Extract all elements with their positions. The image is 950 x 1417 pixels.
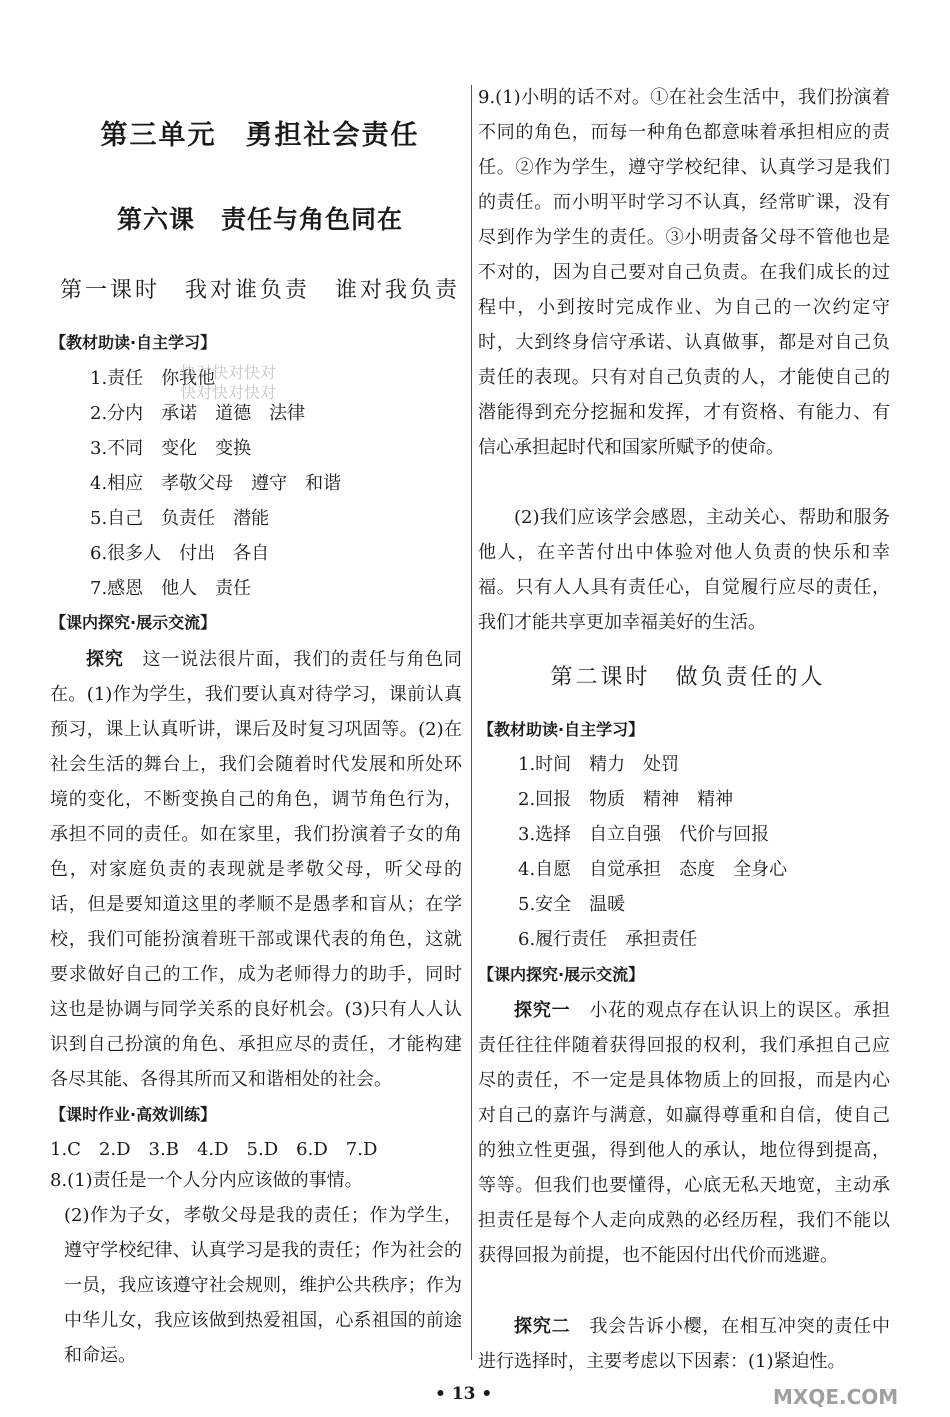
- answer-item: 2.回报 物质 精神 精神: [518, 789, 734, 810]
- page-number: • 13 •: [435, 1384, 493, 1404]
- answer-item: 3.不同 变化 变换: [90, 438, 252, 459]
- answer-item: 2.分内 承诺 道德 法律: [90, 403, 306, 424]
- q9-part2: (2)我们应该学会感恩，主动关心、帮助和服务他人，在辛苦付出中体验对他人负责的快乐和幸福。只有人人具有责任心，自觉履行应尽的责任，我们才能共享更加幸福美好的生活。: [478, 507, 890, 633]
- answer-item: 5.安全 温暖: [518, 894, 626, 915]
- explore2-paragraph: [478, 1309, 890, 1379]
- answer-item: 7.感恩 他人 责任: [90, 578, 252, 599]
- period1-title: 第一课时 我对谁负责 谁对我负责: [59, 278, 460, 303]
- explore-label: 探究: [86, 649, 124, 670]
- answer-item: 6.履行责任 承担责任: [518, 929, 698, 950]
- answer-item: 1.时间 精力 处罚: [518, 754, 680, 775]
- q8-part1: 8.(1)责任是一个人分内应该做的事情。: [50, 1170, 363, 1191]
- unit-title: 第三单元 勇担社会责任: [100, 120, 420, 151]
- explore1-paragraph: [478, 993, 890, 1273]
- multiple-choice-answers: 1.C 2.D 3.B 4.D 5.D 6.D 7.D: [50, 1139, 378, 1160]
- watermark-text: 快对快对快对: [180, 383, 277, 402]
- section-self-study-2: 【教材助读·自主学习】: [478, 720, 645, 739]
- answer-item: 4.相应 孝敬父母 遵守 和谐: [90, 473, 342, 494]
- section-self-study: 【教材助读·自主学习】: [50, 333, 217, 352]
- q9-part1: 9.(1)小明的话不对。①在社会生活中，我们扮演着不同的角色，而每一种角色都意味着承担相应的责任。②作为学生，遵守学校纪律、认真学习是我们的责任。而小明平时学习不认真，经常旷课，没有尽到作为学生的责任。③小明责备父母不管他也是不对的，因为自己要对自己负责。在我们成长的过程中，小到按时完成作业、为自己的一次约定守时，大到终身信守承诺、认真做事，都是对自己负责任的表现。只有对自己负责的人，才能使自己的潜能得到充分挖掘和发挥，才有资格、有能力、有信心承担起时代和国家所赋予的使命。: [478, 87, 890, 458]
- section-explore: 【课内探究·展示交流】: [50, 613, 217, 632]
- section-explore-2: 【课内探究·展示交流】: [478, 965, 645, 984]
- q8-part2: (2)作为子女，孝敬父母是我的责任；作为学生，遵守学校纪律、认真学习是我的责任；作为社会的一员，我应该遵守社会规则，维护公共秩序；作为中华儿女，我应该做到热爱祖国，心系祖国的前途和命运。: [64, 1205, 462, 1366]
- answer-item: 6.很多人 付出 各自: [90, 543, 270, 564]
- column-divider: [471, 85, 472, 1360]
- explore1-text: 小花的观点存在认识上的误区。承担责任往往伴随着获得回报的权利，我们承担自己应尽的责任，不一定是具体物质上的回报，而是内心对自己的嘉许与满意，如赢得尊重和自信，使自己的独立性更强，得到他人的承认，地位得到提高，等等。但我们也要懂得，心底无私天地宽，主动承担责任是每个人走向成熟的必经历程，我们不能以获得回报为前提，也不能因付出代价而逃避。: [478, 1000, 891, 1266]
- period2-title: 第二课时 做负责任的人: [550, 665, 826, 690]
- section-homework: 【课时作业·高效训练】: [50, 1105, 217, 1124]
- explore1-label: 探究一: [514, 1000, 571, 1021]
- explore2-label: 探究二: [514, 1316, 571, 1337]
- answer-item: 5.自己 负责任 潜能: [90, 508, 270, 529]
- answer-item: 1.责任 你我他: [90, 368, 216, 389]
- explore-paragraph: [50, 642, 462, 1097]
- watermark-text: 快对快对快对: [180, 363, 277, 382]
- explore-text: 这一说法很片面，我们的责任与角色同在。(1)作为学生，我们要认真对待学习，课前认真预习，课上认真听讲，课后及时复习巩固等。(2)在社会生活的舞台上，我们会随着时代发展和所处环境的变化，不断变换自己的角色，调节角色行为，承担不同的责任。如在家里，我们扮演着子女的角色，对家庭负责的表现就是孝敬父母，听父母的话，但是要知道这里的孝顺不是愚孝和盲从；在学校，我们可能扮演着班干部或课代表的角色，这就要求做好自己的工作，成为老师得力的助手，同时这也是协调与同学关系的良好机会。(3)只有人人认识到自己扮演的角色、承担应尽的责任，才能构建各尽其能、各得其所而又和谐相处的社会。: [50, 649, 463, 1090]
- lesson-title: 第六课 责任与角色同在: [116, 205, 403, 234]
- explore2-text: 我会告诉小樱，在相互冲突的责任中进行选择时，主要考虑以下因素：(1)紧迫性。: [478, 1316, 891, 1372]
- site-watermark-logo: MXQE.COM: [773, 1385, 899, 1409]
- answer-item: 4.自愿 自觉承担 态度 全身心: [518, 859, 788, 880]
- answer-item: 3.选择 自立自强 代价与回报: [518, 824, 770, 845]
